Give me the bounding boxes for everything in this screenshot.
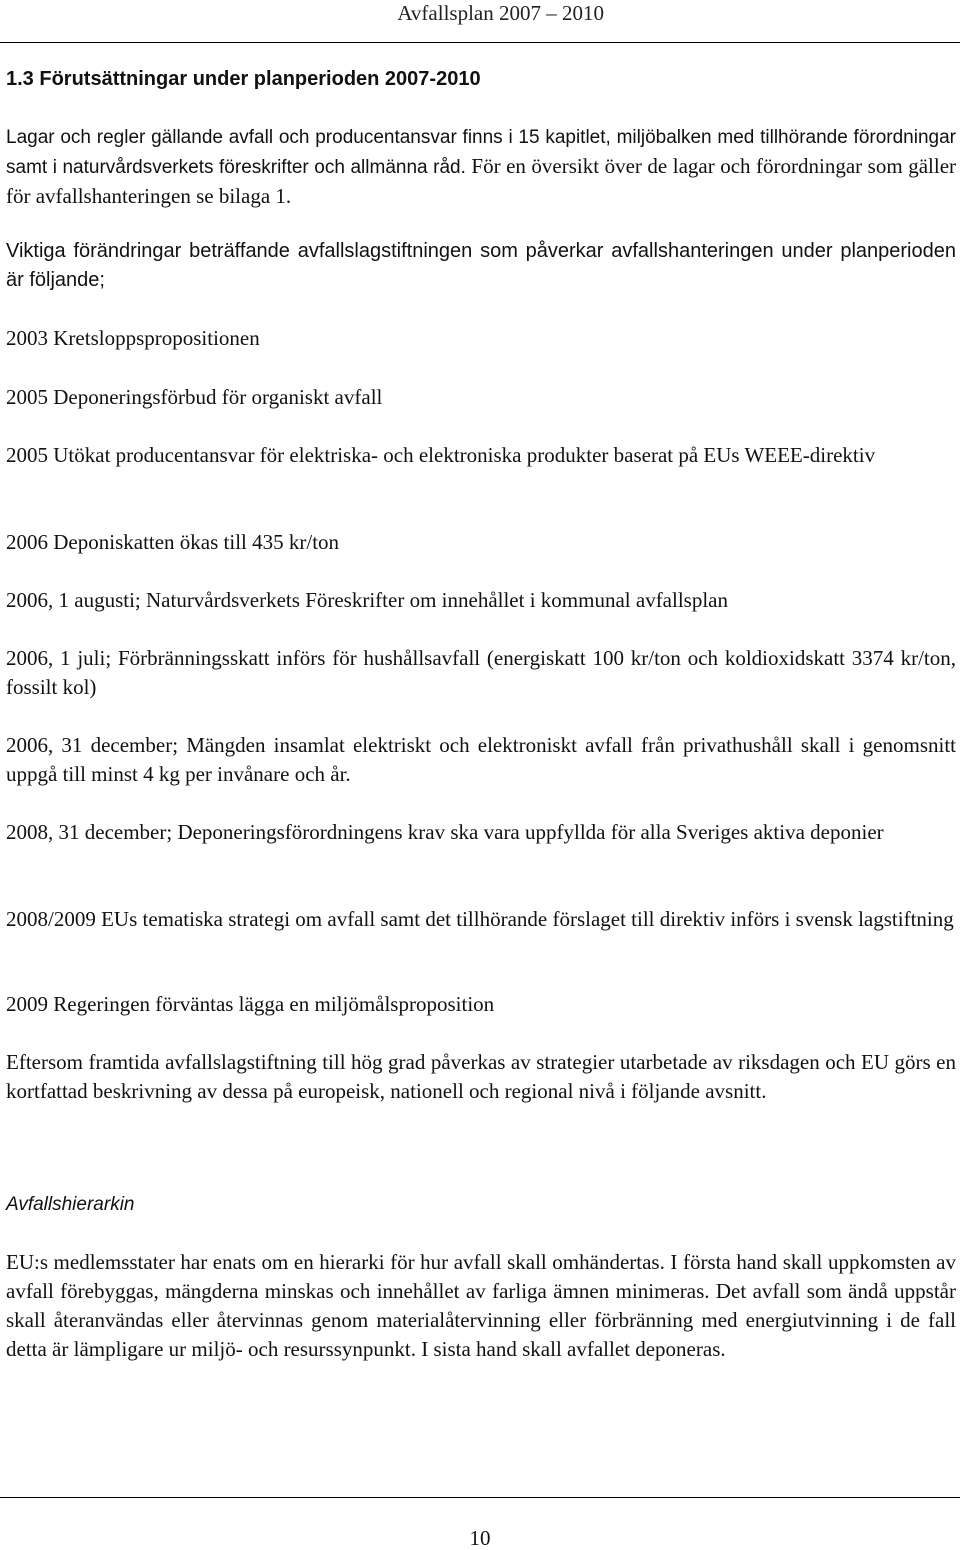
intro-paragraph (6, 122, 956, 211)
changes-intro-paragraph: Viktiga förändringar beträffande avfallslagstiftningen som påverkar avfallshanteringen under planperioden är följande; (6, 240, 956, 291)
list-item: 2009 Regeringen förväntas lägga en miljömålsproposition (6, 992, 495, 1016)
list-item: 2006, 31 december; Mängden insamlat elektriskt och elektroniskt avfall från privathushåll skall i genomsnitt uppgå till minst 4 kg per invånare och år. (6, 733, 956, 786)
list-item: 2006, 1 augusti; Naturvårdsverkets Föreskrifter om innehållet i kommunal avfallsplan (6, 588, 728, 612)
page-number: 10 (469, 1526, 491, 1550)
list-item: 2008/2009 EUs tematiska strategi om avfall samt det tillhörande förslaget till direktiv införs i svensk lagstiftning (6, 907, 954, 931)
intro-text-sans: Lagar och regler gällande avfall och producentansvar finns i 15 kapitlet, miljöbalken med tillhörande förordningar samt i naturvårdsverkets föreskrifter och allmänna råd. (6, 127, 956, 178)
list-item: 2006, 1 juli; Förbränningsskatt införs för hushållsavfall (energiskatt 100 kr/ton och koldioxidskatt 3374 kr/ton, fossilt kol) (6, 646, 956, 699)
list-item: 2005 Deponeringsförbud för organiskt avfall (6, 385, 383, 409)
header-divider (0, 42, 960, 43)
list-item: 2005 Utökat producentansvar för elektriska- och elektroniska produkter baserat på EUs WEEE-direktiv (6, 443, 876, 467)
list-item: 2008, 31 december; Deponeringsförordningens krav ska vara uppfyllda för alla Sveriges aktiva deponier (6, 820, 884, 844)
list-item: 2006 Deponiskatten ökas till 435 kr/ton (6, 530, 340, 554)
footer-divider (0, 1497, 960, 1498)
subsection-body: EU:s medlemsstater har enats om en hierarki för hur avfall skall omhändertas. I första hand skall uppkomsten av avfall förebyggas, mängderna minskas och innehållet av farliga ämnen minimeras. Det avfall som ändå uppstår skall återanvändas eller återvinnas genom materialåtervinning eller förbränning med energiutvinning i de fall detta är lämpligare ur miljö- och resurssynpunkt. I sista hand skall avfallet deponeras. (6, 1250, 956, 1361)
list-item: 2003 Kretsloppspropositionen (6, 326, 260, 350)
running-header: Avfallsplan 2007 – 2010 (397, 1, 604, 25)
closing-paragraph: Eftersom framtida avfallslagstiftning till hög grad påverkas av strategier utarbetade av riksdagen och EU görs en kortfattad beskrivning av dessa på europeisk, nationell och regional nivå i följande avsnitt. (6, 1050, 956, 1103)
intro-text-serif: För en översikt över de lagar och förordningar som gäller för avfallshanteringen se bilaga 1. (6, 154, 957, 208)
subsection-heading: Avfallshierarkin (6, 1194, 135, 1215)
section-heading: 1.3 Förutsättningar under planperioden 2007-2010 (6, 68, 481, 90)
